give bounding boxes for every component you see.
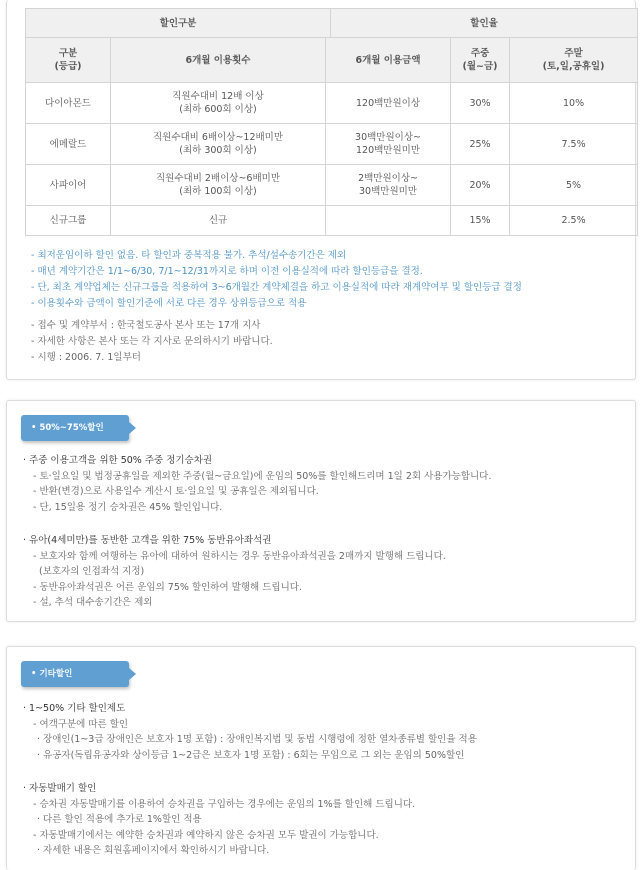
table-header-row xyxy=(26,9,638,38)
section-tag-other: • 기타할인 xyxy=(21,661,129,687)
list-subitem: · 다른 할인 적용에 추가로 1%할인 적용 xyxy=(37,814,202,825)
grade-cell: 신규그룹 xyxy=(26,206,111,236)
bullet-icon: • xyxy=(31,423,37,433)
header-weekend: 주말 (토,일,공휴일) xyxy=(510,38,638,83)
passenger-discount-block xyxy=(23,701,477,763)
list-item: - 보호자와 함께 여행하는 유아에 대하여 원하시는 경우 동반유아좌석권을 2매까지 발행해 드립니다. xyxy=(33,550,446,562)
list-item: - 설, 추석 대수송기간은 제외 xyxy=(33,597,153,608)
note-item: - 시행 : 2006. 7. 1일부터 xyxy=(31,352,141,363)
amount-cell: 30백만원이상~ 120백만원미만 xyxy=(326,124,451,165)
list-item: - 단, 15일용 정기 승차권은 45% 할인입니다. xyxy=(33,501,223,513)
bullet-icon: • xyxy=(31,669,37,679)
weekend-rate-cell: 7.5% xyxy=(510,124,638,165)
table-row xyxy=(26,165,638,206)
list-item: - 반환(변경)으로 사용일수 계산시 토·일요일 및 공휴일은 제외됩니다. xyxy=(33,486,319,497)
grade-cell: 다이아몬드 xyxy=(26,83,111,124)
list-subitem: · 장애인(1~3급 장애인은 보호자 1명 포함) : 장애인복지법 및 동법 시행령에 정한 열차종류별 할인율 적용 xyxy=(37,734,477,745)
group-title: · 주중 이용고객을 위한 50% 주중 정기승차권 xyxy=(23,455,213,466)
count-cell: 신규 xyxy=(111,206,326,236)
note-item: - 이용횟수와 금액이 할인기준에 서로 다른 경우 상위등급으로 적용 xyxy=(31,298,307,309)
table-row xyxy=(26,124,638,165)
conditions-notes xyxy=(31,248,522,312)
amount-cell xyxy=(326,206,451,236)
other-discount-panel xyxy=(6,646,636,870)
list-subitem: (보호자의 인접좌석 지정) xyxy=(39,566,145,577)
note-item: - 접수 및 계약부서 : 한국철도공사 본사 또는 17개 지사 xyxy=(31,320,261,331)
note-item: - 매년 계약기간은 1/1~6/30, 7/1~12/31까지로 하며 이전 이용실적에 따라 할인등급을 결정. xyxy=(31,266,423,277)
infant-seat-block xyxy=(23,533,446,611)
note-item: - 최저운임이하 할인 없음. 타 할인과 중복적용 불가. 추석/설수송기간은 제외 xyxy=(31,250,347,261)
group-title: · 자동발매기 할인 xyxy=(23,783,97,794)
weekday-rate-cell: 30% xyxy=(451,83,510,124)
list-item: - 자동발매기에서는 예약한 승차권과 예약하지 않은 승차권 모두 발권이 가능합니다. xyxy=(33,829,379,841)
group-title: · 1~50% 기타 할인제도 xyxy=(23,703,126,714)
header-weekday: 주중 (월~금) xyxy=(451,38,510,83)
count-cell: 직원수대비 12배 이상 (최하 600회 이상) xyxy=(111,83,326,124)
contact-notes xyxy=(31,318,273,366)
header-usage-count: 6개월 이용횟수 xyxy=(111,38,326,83)
weekend-rate-cell: 10% xyxy=(510,83,638,124)
amount-cell: 120백만원이상 xyxy=(326,83,451,124)
list-item: - 동반유아좌석권은 어른 운임의 75% 할인하여 발행해 드립니다. xyxy=(33,581,302,593)
discount-rate-table xyxy=(25,8,638,236)
weekday-pass-block xyxy=(23,453,491,515)
header-grade: 구분 (등급) xyxy=(26,38,111,83)
amount-cell: 2백만원이상~ 30백만원미만 xyxy=(326,165,451,206)
list-subitem: · 유공자(독립유공자와 상이등급 1~2급은 보호자 1명 포함) : 6회는 무임으로 그 외는 운임의 50%할인 xyxy=(37,749,465,761)
note-item: - 단, 최초 계약업체는 신규그룹을 적용하여 3~6개월간 계약체결을 하고 이용실적에 따라 재계약여부 및 할인등급 결정 xyxy=(31,282,522,293)
table-subheader-row xyxy=(26,38,638,83)
list-item: - 여객구분에 따른 할인 xyxy=(33,718,129,730)
header-usage-amount: 6개월 이용금액 xyxy=(326,38,451,83)
count-cell: 직원수대비 2배이상~6배미만 (최하 100회 이상) xyxy=(111,165,326,206)
weekday-rate-cell: 25% xyxy=(451,124,510,165)
group-title: · 유아(4세미만)를 동반한 고객을 위한 75% 동반유아좌석권 xyxy=(23,535,272,546)
weekday-rate-cell: 20% xyxy=(451,165,510,206)
section-tag-50-75: • 50%~75%할인 xyxy=(21,415,129,441)
weekend-rate-cell: 2.5% xyxy=(510,206,638,236)
header-discount-category: 할인구분 xyxy=(26,9,331,38)
count-cell: 직원수대비 6배이상~12배미만 (최하 300회 이상) xyxy=(111,124,326,165)
header-discount-rate: 할인율 xyxy=(331,9,638,38)
list-item: - 승차권 자동발매기를 이용하여 승차권을 구입하는 경우에는 운임의 1%를 할인해 드립니다. xyxy=(33,798,416,810)
table-row xyxy=(26,206,638,236)
grade-cell: 사파이어 xyxy=(26,165,111,206)
list-item: - 토·일요일 및 법정공휴일을 제외한 주중(월~금요일)에 운임의 50%를 할인해드리며 1일 2회 사용가능합니다. xyxy=(33,470,492,482)
grade-cell: 에메랄드 xyxy=(26,124,111,165)
weekday-rate-cell: 15% xyxy=(451,206,510,236)
weekend-rate-cell: 5% xyxy=(510,165,638,206)
note-item: - 자세한 사항은 본사 또는 각 지사로 문의하시기 바랍니다. xyxy=(31,336,273,347)
discount-table-panel xyxy=(6,0,636,380)
vending-machine-block xyxy=(23,781,415,859)
discount-50-75-panel xyxy=(6,400,636,622)
table-row xyxy=(26,83,638,124)
list-subitem: · 자세한 내용은 회원홈페이지에서 확인하시기 바랍니다. xyxy=(37,845,270,856)
